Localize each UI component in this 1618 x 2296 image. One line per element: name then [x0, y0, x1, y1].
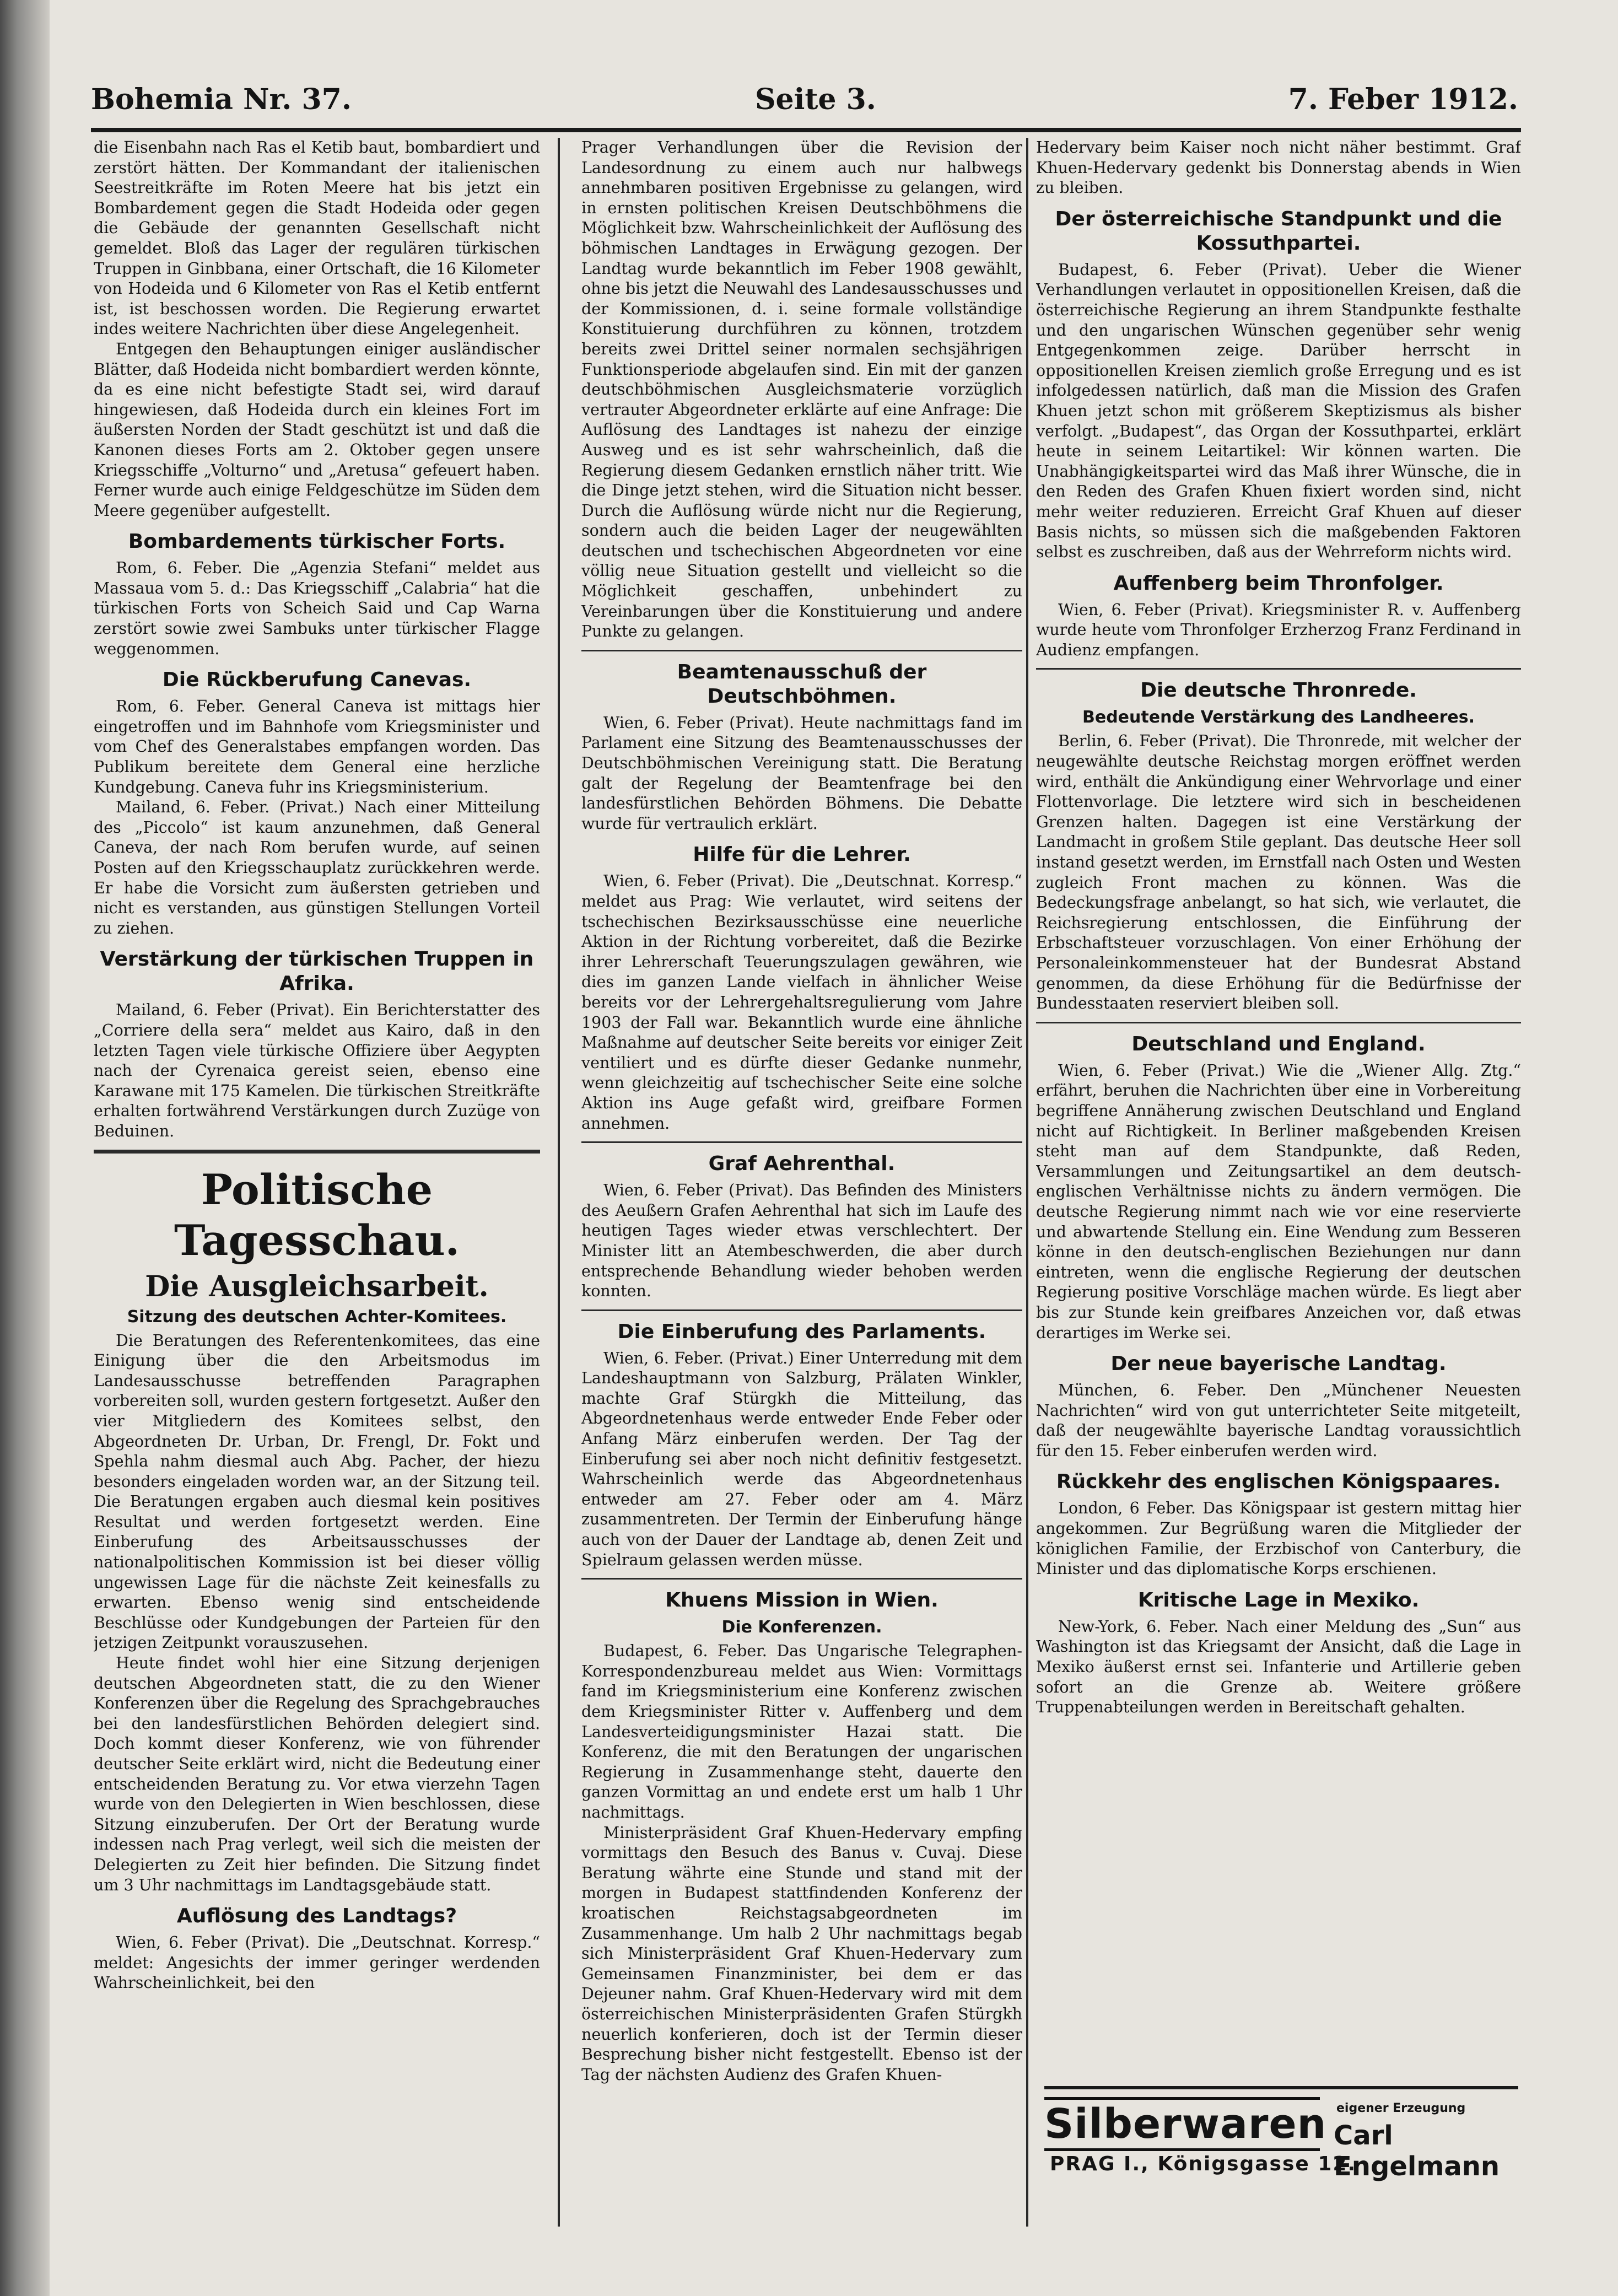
ad-tagline: eigener Erzeugung — [1336, 2101, 1466, 2115]
column-divider — [558, 138, 560, 2227]
article-paragraph: Budapest, 6. Feber (Privat). Ueber die Wiener Verhandlungen verlautet in oppositionellen Kreisen, daß die österreichische Regierung an ihrem Standpunkte festhalte und den ungarischen Wünschen gegenüber sehr wenig Entgegenkommen zeige. Darüber herrscht in oppositionellen Kreisen ziemlich große Erregung und es ist infolgedessen natürlich, daß man die Mission des Grafen Khuen jetzt schon mit größerem Skeptizismus als bisher verfolgt. „Budapest“, das Organ der Kossuthpartei, erklärt heute in seinem Leitartikel: Wir können warten. Die Unabhängigkeitspartei wird das Maß ihrer Wünsche, die in den Reden des Grafen Khuen fixiert worden sind, nicht mehr weiter reduzieren. Erreicht Graf Khuen auf dieser Basis nichts, so müssen sich die maßgebenden Faktoren selbst es zuschreiben, daß aus der Wehrreform nichts wird. — [1036, 260, 1521, 562]
ad-address: PRAG I., Königsgasse 12. — [1050, 2153, 1357, 2175]
article-headline: Verstärkung der türkischen Truppen in Afrika. — [100, 948, 534, 995]
article-headline: Hilfe für die Lehrer. — [693, 843, 911, 866]
advertisement — [1044, 2086, 1518, 2182]
article-continuation: die Eisenbahn nach Ras el Ketib baut, bombardiert und zerstört hätten. Der Kommandant der italienischen Seestreitkräfte im Roten Meere hat bis jetzt ein Bombardement gegen die Stadt Hodeida oder gegen die Gebäude der genannten Gesellschaft nicht gemeldet. Bloß das Lager der regulären türkischen Truppen in Ginbbana, einer Ortschaft, die 16 Kilometer von Hodeida und 6 Kilometer von Ras el Ketib entfernt ist, ist beschossen worden. Die Regierung erwartet indes weitere Nachrichten über diese Angelegenheit. — [94, 138, 540, 338]
article-continuation: Hedervary beim Kaiser noch nicht näher bestimmt. Graf Khuen-Hedervary gedenkt bis Donnerstag abends in Wien zu bleiben. — [1036, 138, 1521, 197]
article-subheadline: Sitzung des deutschen Achter-Komitees. — [127, 1307, 507, 1327]
masthead-issue: Bohemia Nr. 37. — [91, 83, 352, 116]
article-rule — [581, 1141, 1022, 1143]
article-paragraph: Wien, 6. Feber (Privat). Heute nachmittags fand im Parlament eine Sitzung des Beamtenausschusses der Deutschböhmischen Vereinigung statt. Die Beratung galt der Regelung der Beamtenfrage bei den landesfürstlichen Behörden Böhmens. Die Debatte wurde für vertraulich erklärt. — [581, 713, 1022, 833]
article-headline: Die Rückberufung Canevas. — [162, 669, 472, 692]
article-paragraph: Mailand, 6. Feber. (Privat.) Nach einer Mitteilung des „Piccolo“ ist kaum anzunehmen, daß General Caneva, der nach Rom berufen wurde, auf seinen Posten auf den Kriegsschauplatz zurückkehren werde. Er habe die Vorsicht zum äußersten getrieben und nicht es verstanden, aus günstigen Stellungen Vorteil zu ziehen. — [94, 798, 540, 937]
page-binding-edge — [0, 0, 50, 2296]
article-paragraph: Wien, 6. Feber. (Privat.) Einer Unterredung mit dem Landeshauptmann von Salzburg, Prälaten Winkler, machte Graf Stürgkh die Mitteilung, das Abgeordnetenhaus werde entweder Ende Feber oder Anfang März einberufen werden. Der Tag der Einberufung sei aber noch nicht definitiv festgesetzt. Wahrscheinlich werde das Abgeordnetenhaus entweder am 27. Feber oder am 4. März zusammentreten. Der Termin der Einberufung hänge auch von der Dauer der Landtage ab, denen Zeit und Spielraum gelassen werden müsse. — [581, 1349, 1022, 1569]
article-headline: Der neue bayerische Landtag. — [1110, 1352, 1447, 1376]
article-subheadline: Bedeutende Verstärkung des Landheeres. — [1082, 708, 1475, 727]
article-headline: Auffenberg beim Thronfolger. — [1113, 572, 1444, 595]
header-rule — [91, 128, 1521, 132]
article-paragraph: Entgegen den Behauptungen einiger ausländischer Blätter, daß Hodeida nicht bombardiert werden könnte, da es eine nicht befestigte Stadt sei, wird darauf hingewiesen, daß Hodeida durch ein kleines Fort im äußersten Norden der Stadt geschützt ist und daß die Kanonen dieses Forts am 2. Oktober gegen unsere Kriegsschiffe „Volturno“ und „Aretusa“ gefeuert haben. Ferner wurde auch einige Feldgeschütze im Süden dem Meere gegenüber aufgestellt. — [94, 339, 540, 520]
article-headline: Beamtenausschuß der Deutschböhmen. — [677, 660, 927, 708]
article-rule — [581, 1309, 1022, 1311]
article-paragraph: München, 6. Feber. Den „Münchener Neuesten Nachrichten“ wird von gut unterrichteter Seite mitgeteilt, daß der neugewählte bayerische Landtag voraussichtlich für den 15. Feber einberufen werden wird. — [1036, 1381, 1521, 1460]
article-continuation: Prager Verhandlungen über die Revision der Landesordnung zu einem auch nur halbwegs annehmbaren positiven Ergebnisse zu gelangen, wird in ernsten politischen Kreisen Deutschböhmens die Möglichkeit bzw. Wahrscheinlichkeit der Auflösung des böhmischen Landtages in Erwägung gezogen. Der Landtag wurde bekanntlich im Feber 1908 gewählt, ohne bis jetzt die Neuwahl des Landesausschusses und der Kommissionen, d. i. seine formale vollständige Konstituierung durchführen zu können, trotzdem bereits zwei Drittel seiner normalen sechsjährigen Funktionsperiode abgelaufen sind. Ein mit der ganzen deutschböhmischen Ausgleichsmaterie vorzüglich vertrauter Abgeordneter erklärte auf eine Anfrage: Die Auflösung des Landtages ist nahezu der einzige Ausweg und es ist sehr wahrscheinlich, daß die Regierung diesem Gedanken ernstlich näher tritt. Wie die Dinge jetzt stehen, wird die Situation nicht besser. Durch die Auflösung würde nicht nur die Regierung, sondern auch die beiden Lager der neugewählten deutschen und tschechischen Abgeordneten vor eine völlig neue Situation gestellt und vielleicht so die Möglichkeit geschaffen, unbehindert zu Vereinbarungen über die Konstituierung und andere Punkte zu gelangen. — [581, 138, 1022, 641]
article-headline: Die Einberufung des Parlaments. — [617, 1320, 986, 1343]
column-right — [1036, 138, 1521, 2076]
article-headline: Bombardements türkischer Forts. — [128, 530, 506, 553]
article-paragraph: Budapest, 6. Feber. Das Ungarische Telegraphen-Korrespondenzbureau meldet aus Wien: Vormittags fand im Kriegsministerium eine Konferenz zwischen dem Kriegsminister Ritter v. Auffenberg und dem Landesverteidigungsminister Hazai statt. Die Konferenz, die mit den Beratungen der ungarischen Regierung in Zusammenhange steht, dauerte den ganzen Vormittag an und endete erst um halb 1 Uhr nachmittags. — [581, 1642, 1022, 1821]
section-rule — [94, 1150, 540, 1154]
column-middle — [581, 138, 1022, 2246]
article-paragraph: Rom, 6. Feber. Die „Agenzia Stefani“ meldet aus Massaua vom 5. d.: Das Kriegsschiff „Calabria“ hat die türkischen Forts von Scheich Said und Cap Warna zerstört sowie zwei Sambuks unter türkischer Flagge weggenommen. — [94, 559, 540, 658]
article-paragraph: New-York, 6. Feber. Nach einer Meldung des „Sun“ aus Washington ist das Kriegsamt der Ansicht, daß die Lage in Mexiko äußerst ernst sei. Infanterie und Artillerie geben sofort an die Grenze ab. Weitere größere Truppenabteilungen werden in Bereitschaft gehalten. — [1036, 1617, 1521, 1717]
article-headline: Die deutsche Thronrede. — [1140, 679, 1417, 702]
page-header — [91, 83, 1518, 121]
ad-product: Silberwaren — [1044, 2100, 1327, 2148]
article-headline: Graf Aehrenthal. — [708, 1152, 896, 1176]
article-paragraph: Berlin, 6. Feber (Privat). Die Thronrede, mit welcher der neugewählte deutsche Reichstag morgen eröffnet werden wird, enthält die Ankündigung einer Wehrvorlage und einer Flottenvorlage. Die letztere wird sich in bescheidenen Grenzen halten. Dagegen ist eine Verstärkung der Landmacht in großem Stile geplant. Das deutsche Heer soll instand gesetzt werden, im Ernstfall nach Osten und Westen zugleich Front machen zu können. Was die Bedeckungsfrage anbelangt, so hat sich, wie verlautet, die Reichsregierung entschlossen, die Einführung der Erbschaftsteuer vorzuschlagen. Von einer Erhöhung der Personaleinkommensteuer hat der Bundesrat Abstand genommen, da diese Erhöhung für die Bedürfnisse der Bundesstaaten reserviert bleiben soll. — [1036, 732, 1521, 1013]
ad-company: Carl Engelmann — [1334, 2120, 1500, 2182]
article-paragraph: Wien, 6. Feber (Privat). Kriegsminister R. v. Auffenberg wurde heute vom Thronfolger Erzherzog Franz Ferdinand in Audienz empfangen. — [1036, 600, 1521, 659]
page-number: Seite 3. — [755, 83, 876, 116]
article-headline: Rückkehr des englischen Königspaares. — [1056, 1470, 1501, 1494]
section-title: Politische Tagesschau. — [174, 1165, 460, 1265]
article-paragraph: London, 6 Feber. Das Königspaar ist gestern mittag hier angekommen. Zur Begrüßung waren die Mitglieder der königlichen Familie, der Erzbischof von Canterbury, die Minister und das diplomatische Korps erschienen. — [1036, 1499, 1521, 1578]
article-headline: Khuens Mission in Wien. — [665, 1589, 939, 1612]
article-paragraph: Heute findet wohl hier eine Sitzung derjenigen deutschen Abgeordneten statt, die zu den Wiener Konferenzen über die Regelung des Sprachgebrauches bei den landesfürstlichen Behörden delegiert sind. Doch kommt dieser Konferenz, wie von führender deutscher Seite erklärt wird, nicht die Bedeutung einer entscheidenden Beratung zu. Vor etwa vierzehn Tagen wurde von den Delegierten in Wien beschlossen, diese Sitzung einzuberufen. Der Ort der Beratung wurde indessen nach Prag verlegt, weil sich die meisten der Delegierten zu Zeit hier befinden. Die Sitzung findet um 3 Uhr nachmittags im Landtagsgebäude statt. — [94, 1654, 540, 1894]
article-headline: Der österreichische Standpunkt und die Kossuthpartei. — [1055, 207, 1502, 255]
column-divider — [1026, 138, 1028, 2227]
article-rule — [581, 650, 1022, 651]
article-paragraph: Rom, 6. Feber. General Caneva ist mittags hier eingetroffen und im Bahnhofe vom Kriegsminister und vom Chef des Generalstabes empfangen worden. Das Publikum bereitete dem General eine herzliche Kundgebung. Caneva fuhr ins Kriegsministerium. — [94, 697, 540, 796]
article-headline: Auflösung des Landtags? — [176, 1905, 457, 1928]
article-paragraph: Mailand, 6. Feber (Privat). Ein Berichterstatter des „Corriere della sera“ meldet aus Kairo, daß in den letzten Tagen viele türkische Offiziere über Aegypten nach der Cyrenaica gereist seien, ebenso eine Karawane mit 175 Kamelen. Die türkischen Streitkräfte erhalten fortwährend Verstärkungen durch Zuzüge von Beduinen. — [94, 1001, 540, 1140]
article-paragraph: Ministerpräsident Graf Khuen-Hedervary empfing vormittags den Besuch des Banus v. Cuvaj. Diese Beratung währte eine Stunde und stand mit der morgen in Budapest stattfindenden Konferenz der kroatischen Reichstagsabgeordneten im Zusammenhange. Um halb 2 Uhr nachmittags begab sich Ministerpräsident Graf Khuen-Hedervary zum Gemeinsamen Finanzminister, bei dem er das Dejeuner nahm. Graf Khuen-Hedervary wird mit dem österreichischen Ministerpräsidenten Grafen Stürgkh neuerlich konferieren, doch ist der Termin dieser Besprechung bisher nicht festgestellt. Ebenso ist der Tag der nächsten Audienz des Grafen Khuen- — [581, 1823, 1022, 2084]
article-rule — [1036, 668, 1521, 670]
article-paragraph: Die Beratungen des Referentenkomitees, das eine Einigung über die den Arbeitsmodus im Landesausschusse betreffenden Paragraphen vorbereiten soll, wurden gestern fortgesetzt. Außer den vier Mitgliedern des Komitees selbst, den Abgeordneten Dr. Urban, Dr. Frengl, Dr. Fokt und Spehla nahm diesmal auch Abg. Pacher, der hiezu besonders eingeladen worden war, an der Sitzung teil. Die Beratungen ergaben auch diesmal kein positives Resultat und werden fortgesetzt werden. Eine Einberufung des Arbeitsausschusses der nationalpolitischen Kommission ist bei dieser völlig ungewissen Lage für die nächste Zeit keinesfalls zu erwarten. Ebenso wenig sind entscheidende Beschlüsse oder Kundgebungen der Parteien für den jetzigen Zeitpunkt vorauszusehen. — [94, 1331, 540, 1652]
article-paragraph: Wien, 6. Feber (Privat.) Wie die „Wiener Allg. Ztg.“ erfährt, beruhen die Nachrichten über eine in Vorbereitung begriffene Annäherung zwischen Deutschland und England nicht auf Richtigkeit. In Berliner maßgebenden Kreisen steht man auf dem Standpunkte, daß Reden, Versammlungen und Zeitungsartikel an dem deutsch-englischen Verhältnisse nichts zu ändern vermögen. Die deutsche Regierung nimmt nach wie vor eine reservierte und abwartende Stellung ein. Eine Wendung zum Besseren könne in den deutsch-englischen Beziehungen nur dann eintreten, wenn die englische Regierung der deutschen Regierung positive Vorschläge machen würde. Es liegt aber bis zur Stunde kein greifbares Anzeichen vor, daß etwas derartiges im Werke sei. — [1036, 1061, 1521, 1342]
article-paragraph: Wien, 6. Feber (Privat). Die „Deutschnat. Korresp.“ meldet aus Prag: Wie verlautet, wird seitens der tschechischen Bezirksausschüsse eine neuerliche Aktion in der Richtung vorbereitet, daß die Bezirke ihrer Lehrerschaft Teuerungszulagen gewähren, wie dies im ganzen Lande vielfach in ähnlicher Weise bereits vor der Lehrergehaltsregulierung vom Jahre 1903 der Fall war. Bekanntlich wurde eine ähnliche Maßnahme auf deutscher Seite bereits vor einiger Zeit ventiliert und es dürfte dieser Gedanke nunmehr, wenn gleichzeitig auf tschechischer Seite eine solche Aktion ins Auge gefaßt wird, greifbare Formen annehmen. — [581, 872, 1022, 1133]
article-paragraph: Wien, 6. Feber (Privat). Das Befinden des Ministers des Aeußern Grafen Aehrenthal hat sich im Laufe des heutigen Tages wieder etwas verschlechtert. Der Minister litt an Atembeschwerden, die aber durch entsprechende Behandlung wieder behoben werden konnten. — [581, 1181, 1022, 1301]
article-paragraph: Wien, 6. Feber (Privat). Die „Deutschnat. Korresp.“ meldet: Angesichts der immer geringer werdenden Wahrscheinlichkeit, bei den — [94, 1933, 540, 1992]
article-headline: Deutschland und England. — [1131, 1032, 1426, 1055]
section-subtitle: Die Ausgleichsarbeit. — [145, 1269, 489, 1303]
column-left — [94, 138, 540, 2246]
article-headline: Kritische Lage in Mexiko. — [1137, 1588, 1420, 1611]
article-rule — [581, 1578, 1022, 1580]
article-rule — [1036, 1022, 1521, 1023]
article-subheadline: Die Konferenzen. — [721, 1618, 882, 1637]
issue-date: 7. Feber 1912. — [1288, 83, 1518, 116]
